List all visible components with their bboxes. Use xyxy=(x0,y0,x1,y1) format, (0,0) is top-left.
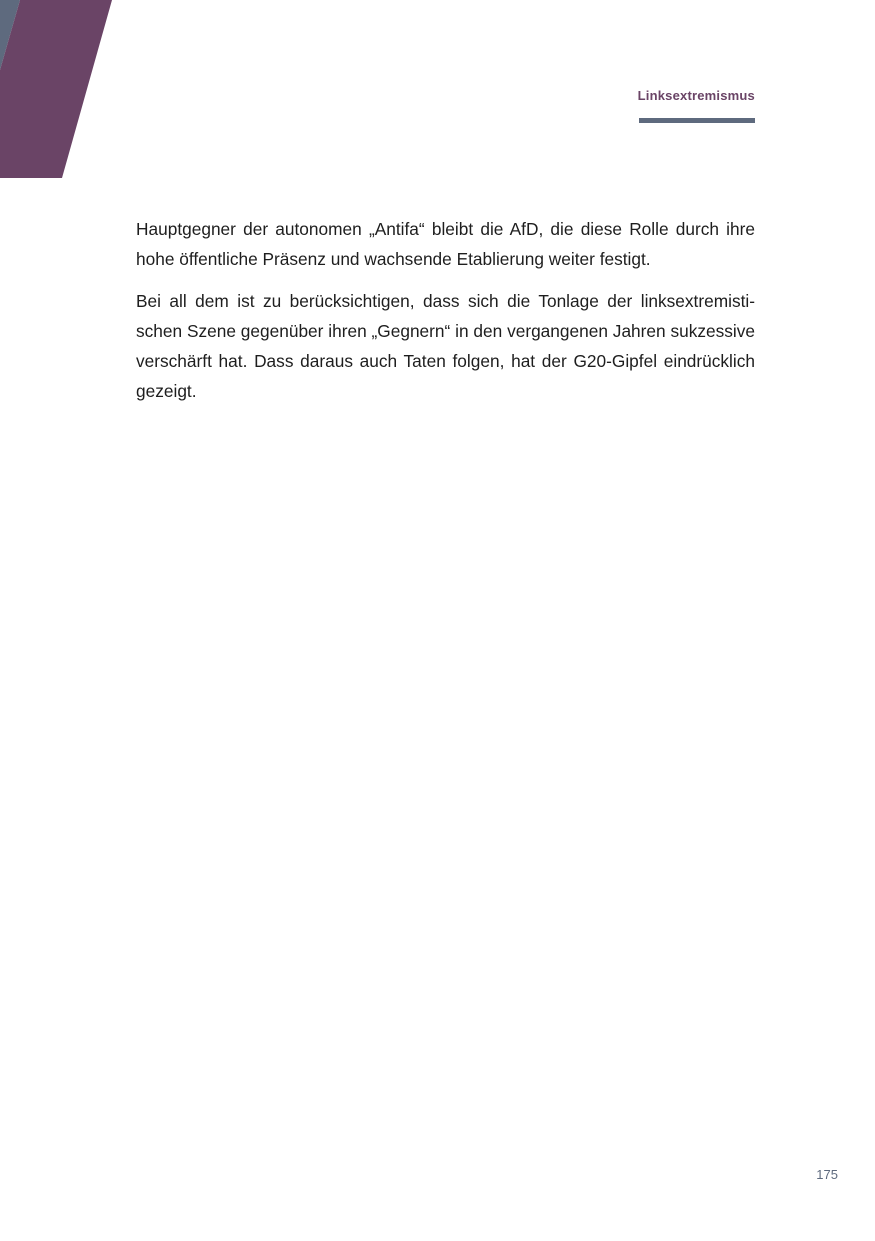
paragraph-1: Hauptgegner der autonomen „Antifa“ bleibt die AfD, die diese Rolle durch ihre hohe öffentliche Präsenz und wachsende Etablierung weiter festigt. xyxy=(136,219,755,269)
body-text xyxy=(136,214,755,418)
corner-decoration xyxy=(0,0,120,180)
corner-purple-band xyxy=(0,0,112,178)
paragraph-2: Bei all dem ist zu berücksichtigen, dass sich die Tonlage der linksextremistischen Szene gegenüber ihren „Gegnern“ in den vergangenen Jahren sukzessive verschärft hat. Dass daraus auch Taten folgen, hat der G20-Gipfel eindrücklich gezeigt. xyxy=(136,291,755,401)
header-rule xyxy=(639,118,755,123)
page-number: 175 xyxy=(816,1167,838,1182)
running-header: Linksextremismus xyxy=(637,88,755,103)
